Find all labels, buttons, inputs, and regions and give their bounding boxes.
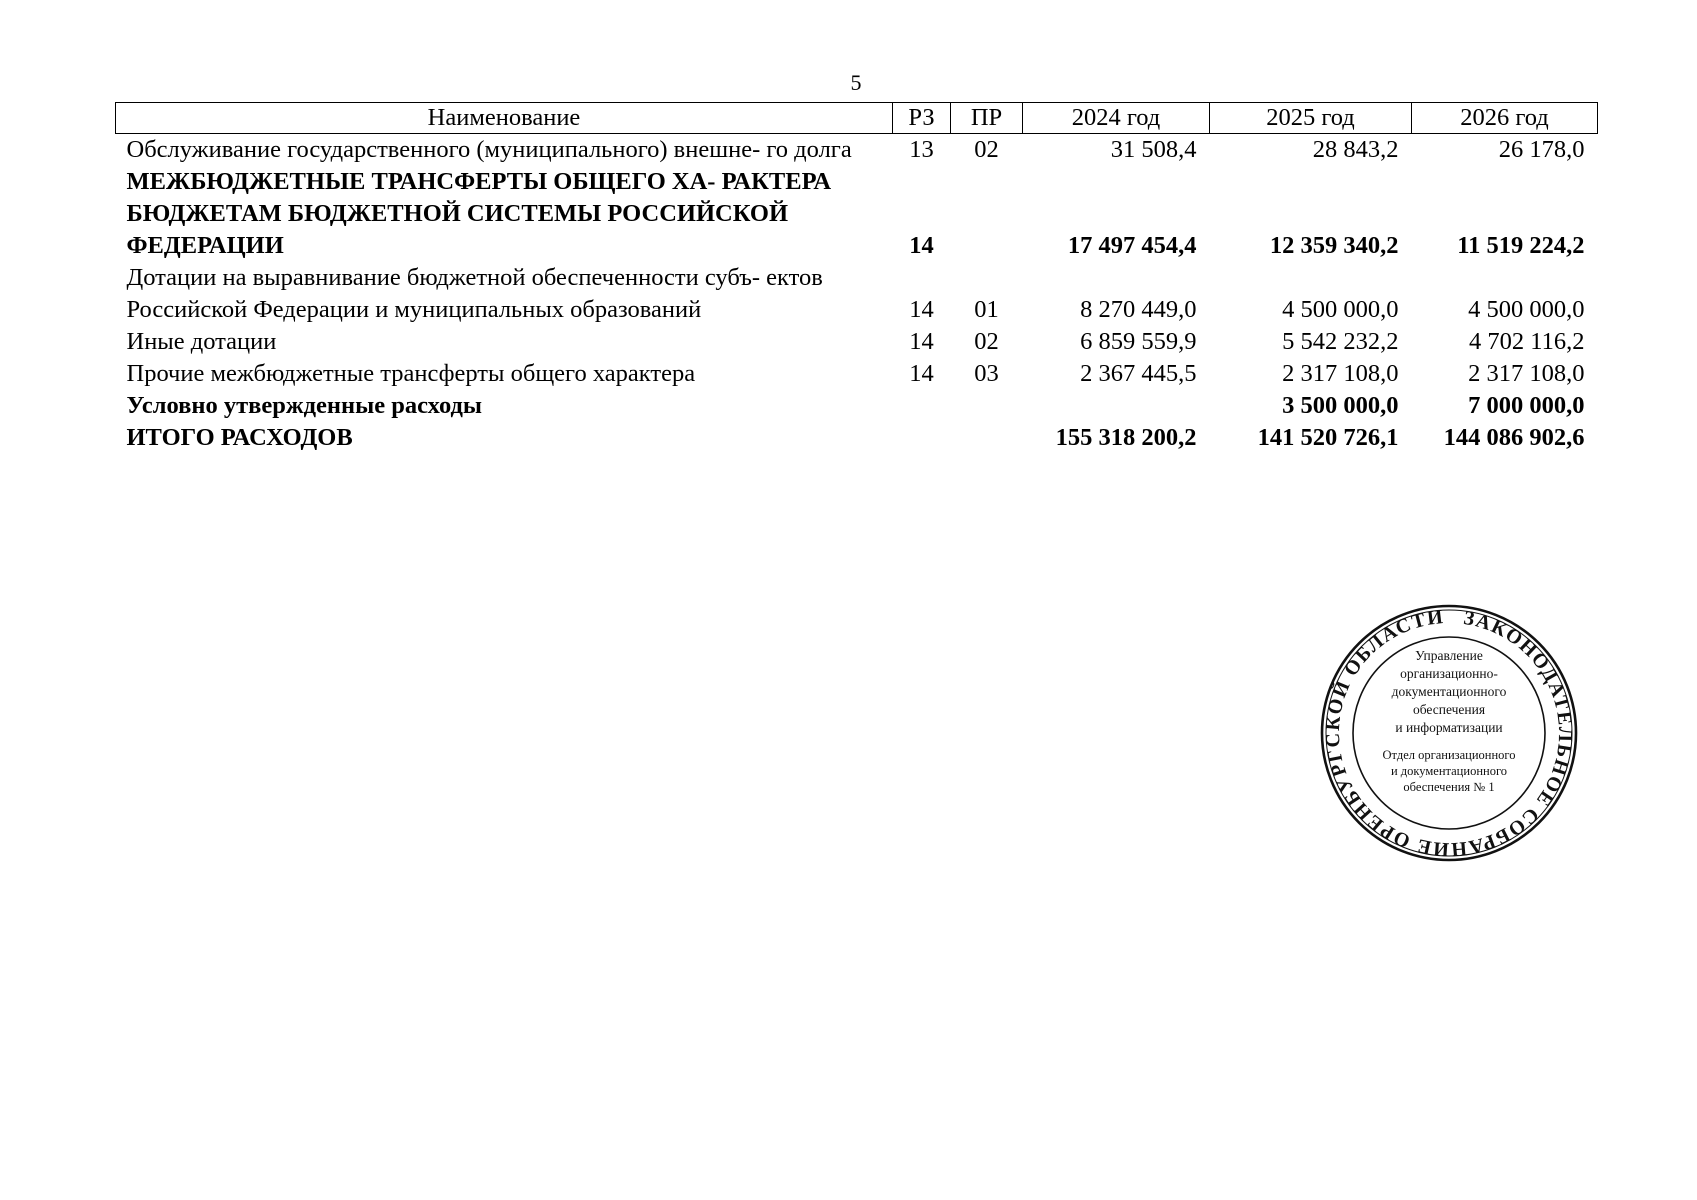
row-2025: 3 500 000,0: [1282, 392, 1399, 419]
official-stamp: [1318, 602, 1580, 864]
stamp-ring-text: ЗАКОНОДАТЕЛЬНОЕ СОБРАНИЕ ОРЕНБУРГСКОЙ ОБЛАСТИ: [1321, 605, 1577, 861]
table-header-row: [116, 103, 1598, 134]
row-pr: 02: [974, 136, 999, 163]
row-rz: 14: [909, 328, 934, 355]
row-name: Условно утвержденные расходы: [126, 392, 483, 419]
stamp-line: Отдел организационного: [1382, 748, 1516, 762]
row-2026: 11 519 224,2: [1457, 232, 1585, 259]
row-2026: 2 317 108,0: [1468, 360, 1585, 387]
row-name: ИТОГО РАСХОДОВ: [126, 424, 353, 451]
row-rz: 14: [909, 360, 934, 387]
row-2025: 4 500 000,0: [1282, 296, 1399, 323]
stamp-center-text: [1383, 648, 1516, 794]
row-2026: 7 000 000,0: [1468, 392, 1585, 419]
row-pr: [951, 166, 1023, 262]
table-row: [116, 262, 1598, 326]
row-rz: 13: [909, 136, 934, 163]
header-name: Наименование: [116, 103, 893, 134]
row-2025: 5 542 232,2: [1282, 328, 1399, 355]
row-2025: 12 359 340,2: [1269, 232, 1399, 259]
row-rz: [893, 390, 951, 422]
stamp-line: и информатизации: [1395, 720, 1503, 735]
row-rz: 14: [909, 296, 934, 323]
row-2025: 141 520 726,1: [1257, 424, 1399, 451]
row-2026: 144 086 902,6: [1443, 424, 1585, 451]
row-2024: 6 859 559,9: [1080, 328, 1197, 355]
row-name: Иные дотации: [126, 328, 277, 355]
header-rz: РЗ: [893, 103, 951, 134]
header-2025: 2025 год: [1210, 103, 1412, 134]
table-row: [116, 358, 1598, 390]
page-number: 5: [850, 70, 862, 95]
stamp-line: обеспечения: [1412, 702, 1486, 717]
row-2025: 2 317 108,0: [1282, 360, 1399, 387]
row-2024: 2 367 445,5: [1080, 360, 1197, 387]
row-pr: 01: [974, 296, 999, 323]
table-row: [116, 134, 1598, 167]
row-2026: 26 178,0: [1498, 136, 1585, 163]
row-pr: [951, 422, 1023, 454]
row-name: Обслуживание государственного (муниципального) внешне- го долга: [126, 136, 852, 163]
table-row: [116, 390, 1598, 422]
row-rz: [893, 422, 951, 454]
table-row: [116, 166, 1598, 262]
table-row: [116, 422, 1598, 454]
budget-expenditure-table: [115, 102, 1598, 454]
row-2026: 4 702 116,2: [1469, 328, 1585, 355]
stamp-line: обеспечения № 1: [1403, 780, 1495, 794]
row-name: Дотации на выравнивание бюджетной обеспеченности субъ- ектов Российской Федерации и муниципальных образований: [126, 264, 823, 323]
table-row: [116, 326, 1598, 358]
row-pr: 03: [974, 360, 999, 387]
row-name: МЕЖБЮДЖЕТНЫЕ ТРАНСФЕРТЫ ОБЩЕГО ХА- РАКТЕРА БЮДЖЕТАМ БЮДЖЕТНОЙ СИСТЕМЫ РОССИЙСКОЙ ФЕДЕРАЦИИ: [126, 168, 832, 259]
row-name: Прочие межбюджетные трансферты общего характера: [126, 360, 696, 387]
row-pr: 02: [974, 328, 999, 355]
stamp-line: Управление: [1415, 648, 1483, 663]
header-pr: ПР: [951, 103, 1023, 134]
header-2024: 2024 год: [1023, 103, 1210, 134]
row-2026: 4 500 000,0: [1468, 296, 1585, 323]
row-2024: 155 318 200,2: [1055, 424, 1197, 451]
row-2025: 28 843,2: [1312, 136, 1399, 163]
stamp-line: организационно-: [1400, 666, 1498, 681]
stamp-line: документационного: [1391, 684, 1507, 699]
row-2024: 31 508,4: [1110, 136, 1197, 163]
header-2026: 2026 год: [1412, 103, 1598, 134]
row-rz: 14: [909, 232, 934, 259]
stamp-line: и документационного: [1390, 764, 1508, 778]
row-2024: 17 497 454,4: [1067, 232, 1197, 259]
row-pr: [951, 390, 1023, 422]
row-2024: [1023, 390, 1210, 422]
row-2024: 8 270 449,0: [1080, 296, 1197, 323]
